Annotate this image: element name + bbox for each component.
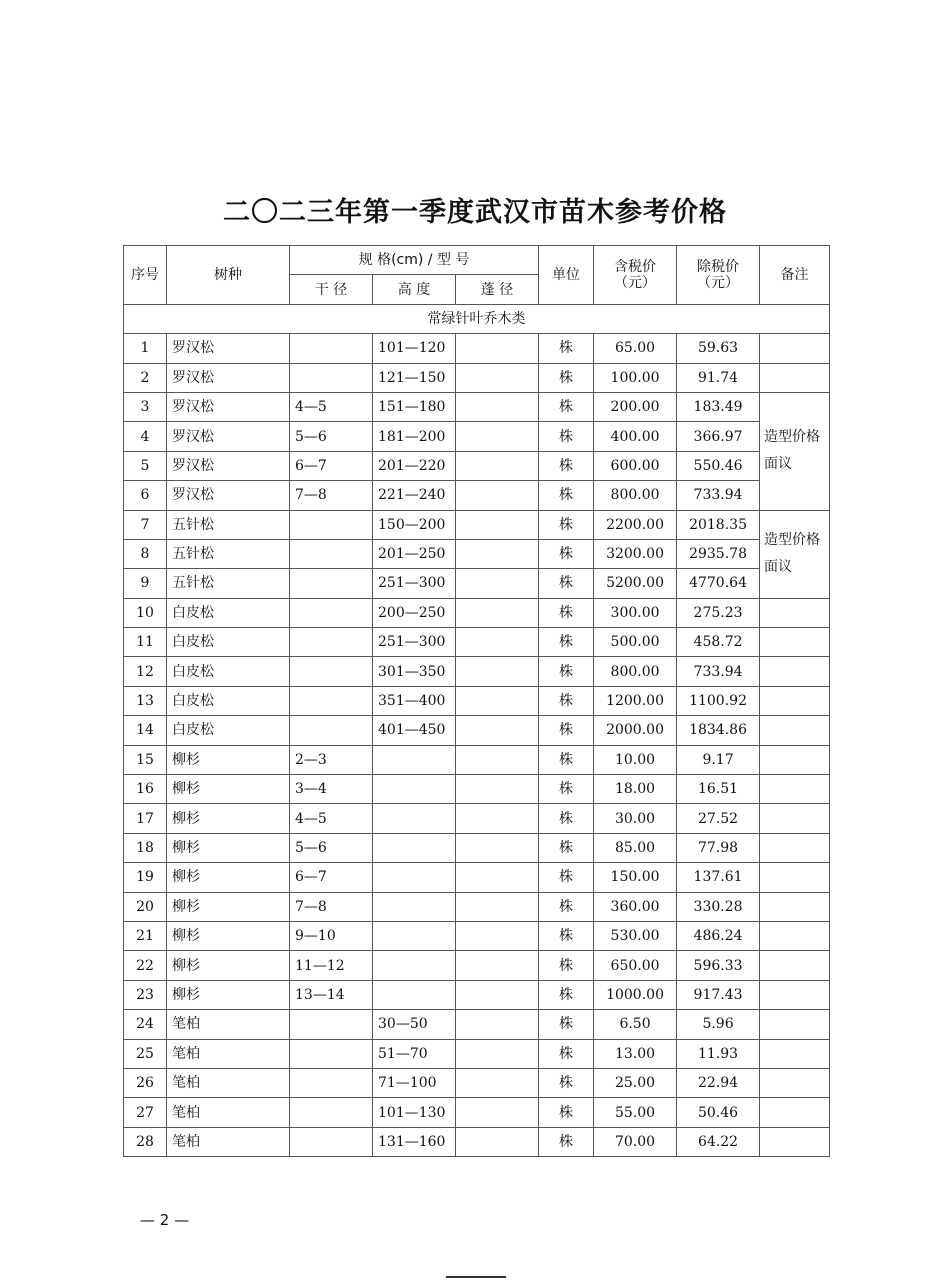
row-remark — [760, 804, 830, 833]
row-price-notax: 550.46 — [677, 451, 760, 480]
row-height: 201—250 — [373, 539, 456, 568]
row-trunk: 13—14 — [290, 980, 373, 1009]
row-seq: 21 — [124, 921, 167, 950]
row-price-tax: 400.00 — [594, 422, 677, 451]
row-remark — [760, 921, 830, 950]
row-height: 221—240 — [373, 481, 456, 510]
row-price-tax: 10.00 — [594, 745, 677, 774]
table-row — [124, 510, 830, 539]
row-seq: 12 — [124, 657, 167, 686]
row-price-tax: 1000.00 — [594, 980, 677, 1009]
row-unit: 株 — [539, 1127, 594, 1156]
table-row — [124, 686, 830, 715]
row-price-tax: 25.00 — [594, 1068, 677, 1097]
row-unit: 株 — [539, 1039, 594, 1068]
table-row — [124, 716, 830, 745]
table-row — [124, 363, 830, 392]
row-height: 251—300 — [373, 628, 456, 657]
row-crown — [456, 422, 539, 451]
table-row — [124, 863, 830, 892]
header-spec: 规 格(cm) / 型 号 — [290, 246, 539, 275]
row-trunk — [290, 1039, 373, 1068]
row-price-notax: 733.94 — [677, 481, 760, 510]
row-remark — [760, 657, 830, 686]
row-species: 白皮松 — [167, 686, 290, 715]
row-price-tax: 2200.00 — [594, 510, 677, 539]
row-trunk — [290, 1127, 373, 1156]
row-species: 白皮松 — [167, 598, 290, 627]
row-remark — [760, 833, 830, 862]
row-species: 五针松 — [167, 539, 290, 568]
row-trunk: 2—3 — [290, 745, 373, 774]
row-unit: 株 — [539, 833, 594, 862]
row-crown — [456, 628, 539, 657]
row-price-tax: 85.00 — [594, 833, 677, 862]
row-seq: 6 — [124, 481, 167, 510]
row-unit: 株 — [539, 363, 594, 392]
row-price-tax: 1200.00 — [594, 686, 677, 715]
row-price-notax: 59.63 — [677, 334, 760, 363]
row-unit: 株 — [539, 510, 594, 539]
row-species: 五针松 — [167, 510, 290, 539]
row-species: 罗汉松 — [167, 334, 290, 363]
row-species: 笔柏 — [167, 1039, 290, 1068]
row-species: 笔柏 — [167, 1098, 290, 1127]
row-height: 51—70 — [373, 1039, 456, 1068]
row-height: 251—300 — [373, 569, 456, 598]
row-unit: 株 — [539, 569, 594, 598]
row-height: 301—350 — [373, 657, 456, 686]
category-label: 常绿针叶乔木类 — [124, 304, 830, 333]
row-remark — [760, 1068, 830, 1097]
row-trunk: 7—8 — [290, 481, 373, 510]
row-price-notax: 596.33 — [677, 951, 760, 980]
row-unit: 株 — [539, 1010, 594, 1039]
row-height: 351—400 — [373, 686, 456, 715]
row-crown — [456, 980, 539, 1009]
row-price-notax: 733.94 — [677, 657, 760, 686]
row-height: 101—120 — [373, 334, 456, 363]
row-trunk: 6—7 — [290, 451, 373, 480]
row-price-notax: 1100.92 — [677, 686, 760, 715]
table-row — [124, 451, 830, 480]
row-remark — [760, 598, 830, 627]
row-height: 401—450 — [373, 716, 456, 745]
row-seq: 17 — [124, 804, 167, 833]
row-seq: 11 — [124, 628, 167, 657]
header-species: 树种 — [167, 246, 290, 305]
row-species: 笔柏 — [167, 1068, 290, 1097]
row-price-tax: 600.00 — [594, 451, 677, 480]
row-trunk: 9—10 — [290, 921, 373, 950]
table-row — [124, 657, 830, 686]
row-unit: 株 — [539, 422, 594, 451]
row-species: 柳杉 — [167, 892, 290, 921]
row-trunk — [290, 1010, 373, 1039]
row-species: 柳杉 — [167, 833, 290, 862]
bottom-divider — [446, 1276, 506, 1278]
table-row — [124, 951, 830, 980]
row-price-tax: 5200.00 — [594, 569, 677, 598]
row-unit: 株 — [539, 892, 594, 921]
row-species: 罗汉松 — [167, 363, 290, 392]
row-height — [373, 863, 456, 892]
row-seq: 9 — [124, 569, 167, 598]
row-price-notax: 1834.86 — [677, 716, 760, 745]
row-seq: 20 — [124, 892, 167, 921]
row-trunk — [290, 334, 373, 363]
row-species: 柳杉 — [167, 804, 290, 833]
category-row — [124, 304, 830, 333]
row-remark — [760, 1010, 830, 1039]
row-seq: 25 — [124, 1039, 167, 1068]
table-row — [124, 980, 830, 1009]
row-species: 罗汉松 — [167, 481, 290, 510]
row-unit: 株 — [539, 745, 594, 774]
row-seq: 5 — [124, 451, 167, 480]
row-unit: 株 — [539, 863, 594, 892]
row-price-tax: 800.00 — [594, 481, 677, 510]
row-price-tax: 150.00 — [594, 863, 677, 892]
row-seq: 1 — [124, 334, 167, 363]
row-trunk — [290, 1098, 373, 1127]
row-price-notax: 9.17 — [677, 745, 760, 774]
row-crown — [456, 1039, 539, 1068]
row-seq: 19 — [124, 863, 167, 892]
row-species: 柳杉 — [167, 980, 290, 1009]
row-height: 30—50 — [373, 1010, 456, 1039]
row-seq: 16 — [124, 775, 167, 804]
table-row — [124, 1039, 830, 1068]
row-unit: 株 — [539, 598, 594, 627]
row-crown — [456, 1010, 539, 1039]
row-remark — [760, 745, 830, 774]
table-row — [124, 775, 830, 804]
row-unit: 株 — [539, 334, 594, 363]
row-seq: 2 — [124, 363, 167, 392]
row-height: 131—160 — [373, 1127, 456, 1156]
row-trunk — [290, 363, 373, 392]
row-remark — [760, 775, 830, 804]
row-trunk — [290, 657, 373, 686]
row-remark — [760, 686, 830, 715]
row-price-notax: 330.28 — [677, 892, 760, 921]
row-remark — [760, 628, 830, 657]
row-crown — [456, 598, 539, 627]
row-price-tax: 300.00 — [594, 598, 677, 627]
row-height — [373, 892, 456, 921]
row-price-notax: 77.98 — [677, 833, 760, 862]
row-remark — [760, 716, 830, 745]
page-title: 二〇二三年第一季度武汉市苗木参考价格 — [223, 197, 727, 228]
table-row — [124, 392, 830, 421]
row-price-tax: 100.00 — [594, 363, 677, 392]
row-unit: 株 — [539, 481, 594, 510]
row-price-notax: 917.43 — [677, 980, 760, 1009]
row-height: 201—220 — [373, 451, 456, 480]
row-price-tax: 530.00 — [594, 921, 677, 950]
row-price-notax: 22.94 — [677, 1068, 760, 1097]
header-seq: 序号 — [124, 246, 167, 305]
row-remark — [760, 892, 830, 921]
row-crown — [456, 686, 539, 715]
row-crown — [456, 510, 539, 539]
page-number: — 2 — — [140, 1211, 190, 1229]
row-unit: 株 — [539, 716, 594, 745]
row-unit: 株 — [539, 657, 594, 686]
row-unit: 株 — [539, 804, 594, 833]
row-crown — [456, 334, 539, 363]
row-trunk: 3—4 — [290, 775, 373, 804]
table-row — [124, 892, 830, 921]
row-trunk — [290, 1068, 373, 1097]
table-row — [124, 833, 830, 862]
row-species: 柳杉 — [167, 745, 290, 774]
row-unit: 株 — [539, 1068, 594, 1097]
row-height — [373, 951, 456, 980]
row-price-notax: 16.51 — [677, 775, 760, 804]
row-crown — [456, 539, 539, 568]
header-price-notax — [677, 246, 760, 305]
header-crown: 蓬 径 — [456, 275, 539, 304]
row-remark — [760, 980, 830, 1009]
row-price-tax: 650.00 — [594, 951, 677, 980]
row-trunk: 5—6 — [290, 833, 373, 862]
row-price-notax: 4770.64 — [677, 569, 760, 598]
row-remark — [760, 1098, 830, 1127]
table-row — [124, 481, 830, 510]
row-species: 白皮松 — [167, 716, 290, 745]
row-trunk: 11—12 — [290, 951, 373, 980]
row-seq: 7 — [124, 510, 167, 539]
row-crown — [456, 392, 539, 421]
table-body — [124, 304, 830, 1156]
row-price-tax: 6.50 — [594, 1010, 677, 1039]
row-height: 101—130 — [373, 1098, 456, 1127]
row-seq: 10 — [124, 598, 167, 627]
row-price-notax: 64.22 — [677, 1127, 760, 1156]
row-trunk — [290, 510, 373, 539]
table-header-row — [124, 246, 830, 275]
row-remark — [760, 863, 830, 892]
row-height — [373, 921, 456, 950]
header-remark: 备注 — [760, 246, 830, 305]
header-price-notax-label: 除税价 — [697, 258, 740, 275]
table-row — [124, 539, 830, 568]
row-price-tax: 800.00 — [594, 657, 677, 686]
row-price-notax: 366.97 — [677, 422, 760, 451]
price-table — [123, 245, 830, 1157]
row-price-tax: 18.00 — [594, 775, 677, 804]
row-seq: 28 — [124, 1127, 167, 1156]
row-trunk — [290, 569, 373, 598]
row-price-tax: 55.00 — [594, 1098, 677, 1127]
row-price-notax: 50.46 — [677, 1098, 760, 1127]
row-remark — [760, 1039, 830, 1068]
row-species: 笔柏 — [167, 1010, 290, 1039]
row-seq: 18 — [124, 833, 167, 862]
row-unit: 株 — [539, 951, 594, 980]
row-trunk — [290, 539, 373, 568]
table-row — [124, 1098, 830, 1127]
row-price-notax: 2935.78 — [677, 539, 760, 568]
row-trunk: 6—7 — [290, 863, 373, 892]
row-remark: 造型价格面议 — [760, 510, 830, 598]
row-unit: 株 — [539, 539, 594, 568]
row-height: 151—180 — [373, 392, 456, 421]
header-trunk: 干 径 — [290, 275, 373, 304]
row-crown — [456, 804, 539, 833]
row-trunk — [290, 686, 373, 715]
row-seq: 27 — [124, 1098, 167, 1127]
row-price-tax: 30.00 — [594, 804, 677, 833]
row-crown — [456, 863, 539, 892]
row-crown — [456, 833, 539, 862]
row-price-tax: 200.00 — [594, 392, 677, 421]
row-trunk: 5—6 — [290, 422, 373, 451]
row-remark: 造型价格面议 — [760, 392, 830, 510]
row-crown — [456, 1127, 539, 1156]
row-price-tax: 65.00 — [594, 334, 677, 363]
row-trunk: 7—8 — [290, 892, 373, 921]
row-unit: 株 — [539, 686, 594, 715]
row-crown — [456, 363, 539, 392]
row-seq: 15 — [124, 745, 167, 774]
row-price-notax: 183.49 — [677, 392, 760, 421]
row-height — [373, 804, 456, 833]
row-species: 柳杉 — [167, 863, 290, 892]
row-crown — [456, 569, 539, 598]
row-species: 五针松 — [167, 569, 290, 598]
row-unit: 株 — [539, 921, 594, 950]
row-trunk — [290, 598, 373, 627]
row-price-notax: 11.93 — [677, 1039, 760, 1068]
row-price-tax: 3200.00 — [594, 539, 677, 568]
row-remark — [760, 363, 830, 392]
row-crown — [456, 481, 539, 510]
header-unit: 单位 — [539, 246, 594, 305]
row-seq: 14 — [124, 716, 167, 745]
row-price-notax: 27.52 — [677, 804, 760, 833]
row-height: 121—150 — [373, 363, 456, 392]
row-crown — [456, 657, 539, 686]
row-species: 白皮松 — [167, 628, 290, 657]
table-row — [124, 598, 830, 627]
row-crown — [456, 745, 539, 774]
row-price-tax: 500.00 — [594, 628, 677, 657]
row-trunk: 4—5 — [290, 392, 373, 421]
row-species: 笔柏 — [167, 1127, 290, 1156]
row-seq: 22 — [124, 951, 167, 980]
header-price-notax-currency: （元） — [697, 274, 740, 291]
row-seq: 13 — [124, 686, 167, 715]
row-unit: 株 — [539, 628, 594, 657]
row-crown — [456, 451, 539, 480]
row-height — [373, 833, 456, 862]
row-crown — [456, 775, 539, 804]
table-row — [124, 921, 830, 950]
table-row — [124, 569, 830, 598]
row-species: 罗汉松 — [167, 422, 290, 451]
row-unit: 株 — [539, 1098, 594, 1127]
row-species: 白皮松 — [167, 657, 290, 686]
row-crown — [456, 716, 539, 745]
row-crown — [456, 1098, 539, 1127]
row-remark — [760, 951, 830, 980]
table-row — [124, 1127, 830, 1156]
table-row — [124, 804, 830, 833]
row-species: 柳杉 — [167, 921, 290, 950]
header-price-tax-currency: （元） — [614, 274, 657, 291]
row-price-notax: 5.96 — [677, 1010, 760, 1039]
row-unit: 株 — [539, 775, 594, 804]
table-row — [124, 745, 830, 774]
row-height: 150—200 — [373, 510, 456, 539]
row-unit: 株 — [539, 392, 594, 421]
row-height: 71—100 — [373, 1068, 456, 1097]
row-seq: 24 — [124, 1010, 167, 1039]
row-trunk: 4—5 — [290, 804, 373, 833]
header-height: 高 度 — [373, 275, 456, 304]
row-height: 181—200 — [373, 422, 456, 451]
table-row — [124, 628, 830, 657]
row-price-notax: 486.24 — [677, 921, 760, 950]
row-height — [373, 775, 456, 804]
row-seq: 4 — [124, 422, 167, 451]
row-crown — [456, 951, 539, 980]
row-crown — [456, 1068, 539, 1097]
row-unit: 株 — [539, 451, 594, 480]
row-price-notax: 458.72 — [677, 628, 760, 657]
row-seq: 8 — [124, 539, 167, 568]
row-remark — [760, 334, 830, 363]
row-price-tax: 2000.00 — [594, 716, 677, 745]
row-species: 罗汉松 — [167, 392, 290, 421]
row-trunk — [290, 628, 373, 657]
row-price-notax: 2018.35 — [677, 510, 760, 539]
row-height — [373, 980, 456, 1009]
row-seq: 3 — [124, 392, 167, 421]
row-species: 罗汉松 — [167, 451, 290, 480]
row-price-tax: 70.00 — [594, 1127, 677, 1156]
row-price-tax: 13.00 — [594, 1039, 677, 1068]
row-species: 柳杉 — [167, 951, 290, 980]
row-remark — [760, 1127, 830, 1156]
header-price-tax — [594, 246, 677, 305]
row-price-notax: 91.74 — [677, 363, 760, 392]
row-price-notax: 137.61 — [677, 863, 760, 892]
header-price-tax-label: 含税价 — [614, 258, 657, 275]
table-row — [124, 1068, 830, 1097]
table-row — [124, 1010, 830, 1039]
row-unit: 株 — [539, 980, 594, 1009]
table-row — [124, 334, 830, 363]
row-price-notax: 275.23 — [677, 598, 760, 627]
row-seq: 23 — [124, 980, 167, 1009]
row-price-tax: 360.00 — [594, 892, 677, 921]
row-species: 柳杉 — [167, 775, 290, 804]
row-crown — [456, 892, 539, 921]
row-seq: 26 — [124, 1068, 167, 1097]
row-crown — [456, 921, 539, 950]
table-row — [124, 422, 830, 451]
row-height: 200—250 — [373, 598, 456, 627]
row-trunk — [290, 716, 373, 745]
row-height — [373, 745, 456, 774]
